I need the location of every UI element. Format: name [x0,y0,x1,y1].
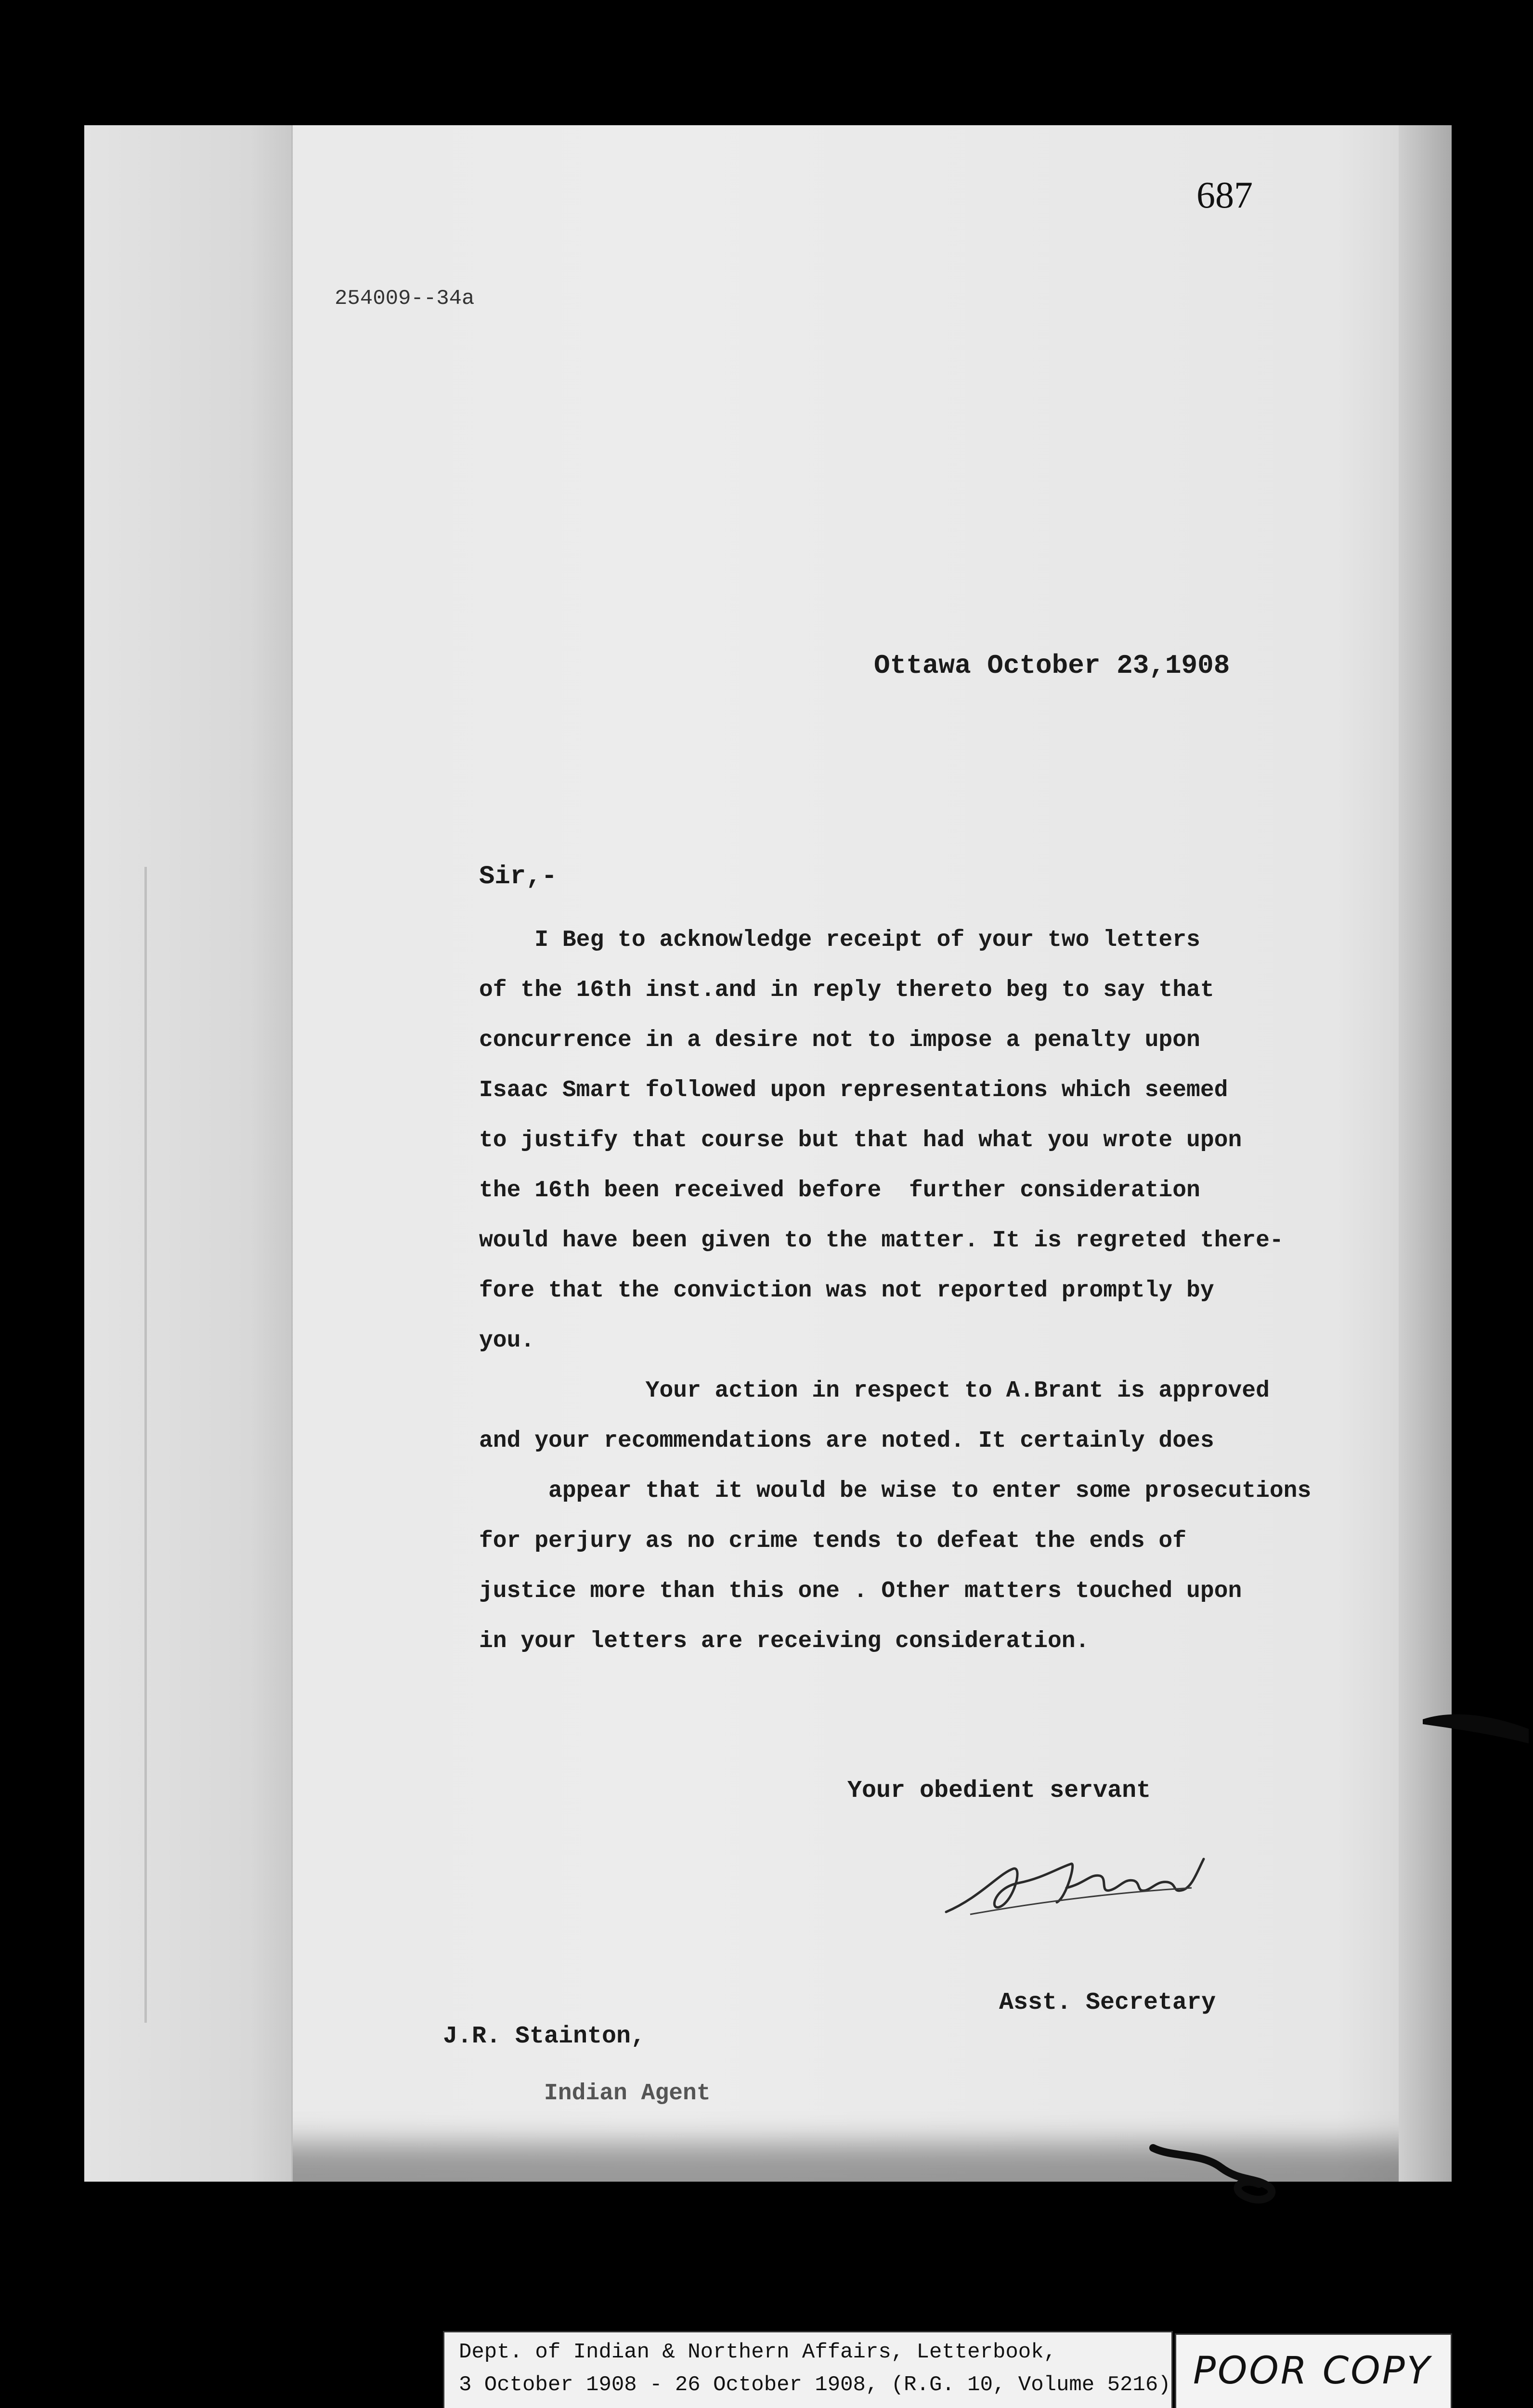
signer-title: Asst. Secretary [999,1989,1216,2016]
page-edge [1399,125,1452,2182]
body-line: you. [479,1328,535,1354]
body-line: Your action in respect to A.Brant is approved [479,1378,1270,1404]
body-line: I Beg to acknowledge receipt of your two letters [479,927,1200,953]
body-line: the 16th been received before further consideration [479,1178,1200,1204]
ink-blot-mark [1143,2138,1288,2211]
label-line: Dept. of Indian & Northern Affairs, Letterbook, [459,2340,1057,2364]
salutation: Sir,- [479,862,558,891]
body-line: in your letters are receiving consideration. [479,1628,1090,1654]
body-line: to justify that course but that had what you wrote upon [479,1127,1242,1153]
body-line: and your recommendations are noted. It certainly does [479,1428,1214,1454]
poor-copy-note [1175,2333,1452,2408]
file-reference: 254009--34a [335,287,475,311]
body-line: justice more than this one . Other matters touched upon [479,1578,1242,1604]
addressee-name: J.R. Stainton, [443,2023,646,2050]
letter-page [84,125,1452,2182]
closing: Your obedient servant [847,1777,1151,1805]
archive-source-label [443,2331,1173,2408]
body-line: of the 16th inst.and in reply thereto beg to say that [479,977,1214,1003]
body-line: for perjury as no crime tends to defeat the ends of [479,1528,1187,1554]
body-line: Isaac Smart followed upon representations which seemed [479,1077,1228,1103]
letter-date: Ottawa October 23,1908 [874,650,1230,681]
addressee-role: Indian Agent [544,2081,711,2107]
body-line: fore that the conviction was not reported promptly by [479,1278,1214,1304]
body-line: appear that it would be wise to enter some prosecutions [479,1478,1312,1504]
body-line: concurrence in a desire not to impose a penalty upon [479,1027,1200,1053]
page-number: 687 [1196,174,1253,216]
handwritten-signature [941,1840,1211,1936]
page-binding-strip [84,125,293,2182]
letter-body [479,915,1311,1666]
body-line: would have been given to the matter. It is regreted there- [479,1228,1284,1254]
page-clip-mark [1423,1700,1529,1758]
scan-artifact-line [144,867,147,2023]
label-line: 3 October 1908 - 26 October 1908, (R.G. 10, Volume 5216) [459,2373,1171,2397]
poor-copy-text: POOR COPY [1193,2349,1432,2393]
